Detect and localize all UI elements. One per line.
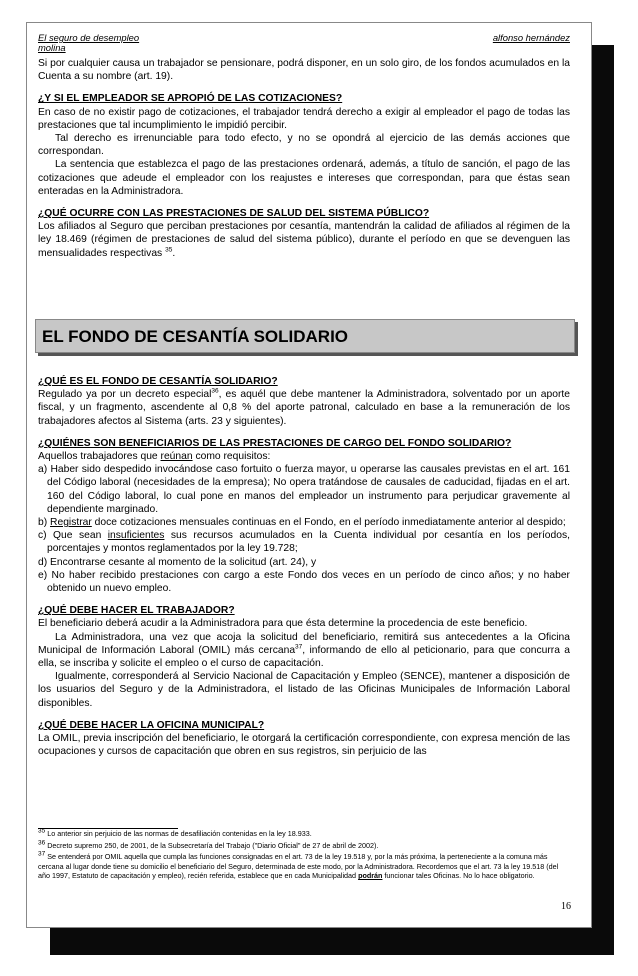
- section-solidarity-fund: [38, 375, 570, 758]
- footnote-ref[interactable]: 36: [211, 387, 219, 395]
- paragraph-text: Aquellos trabajadores que: [38, 451, 161, 463]
- paragraph-text: como requisitos:: [192, 451, 271, 463]
- footnote-number: 36: [38, 839, 46, 847]
- running-header: [38, 33, 570, 53]
- paragraph: La OMIL, previa inscripción del beneficiario, le otorgará la certificación correspondiente, con expresa mención de las ocupaciones y cursos de capacitación que obren en sus registros, sin perjuicio de las: [38, 733, 570, 758]
- heading-omil: ¿QUÉ DEBE HACER LA OFICINA MUNICIPAL?: [38, 719, 265, 731]
- footnote-text: Decreto supremo 250, de 2001, de la Subsecretaría del Trabajo ("Diario Oficial" de 27 de abril de 2002).: [47, 840, 379, 850]
- heading-employer: ¿Y SI EL EMPLEADOR SE APROPIÓ DE LAS COTIZACIONES?: [38, 93, 343, 105]
- paragraph: Igualmente, corresponderá al Servicio Nacional de Capacitación y Empleo (SENCE), mantener a disposición de los usuarios del Seguro y de la Administradora, el listado de las Oficinas Municipales de Información Laboral disponibles.: [38, 671, 570, 709]
- list-marker: b): [38, 517, 51, 529]
- heading-what-is: ¿QUÉ ES EL FONDO DE CESANTÍA SOLIDARIO?: [38, 376, 278, 387]
- paragraph-text: Los afiliados al Seguro que perciban prestaciones por cesantía, mantendrán la calidad de afiliados al régimen de la ley 18.469 (régimen de prestaciones de salud del sistema público), durante el período en que se devenguen las mensualidades respectivas: [38, 221, 570, 259]
- paragraph: La sentencia que establezca el pago de las prestaciones ordenará, además, a título de sanción, el pago de las cotizaciones que adeude el empleador con los reajustes e intereses que correspondan, para que éstas sean enteradas en la Administradora.: [38, 159, 570, 197]
- footnote-number: 37: [38, 850, 46, 858]
- header-left: El seguro de desempleo: [38, 32, 140, 43]
- underlined-word: insuficientes: [107, 530, 165, 542]
- section-banner: [35, 319, 575, 353]
- list-item: [38, 529, 570, 555]
- footnote-ref[interactable]: 35: [165, 246, 173, 254]
- list-text: sus recursos acumulados en la Cuenta individual por cesantía en los períodos, porcentajes y montos reglamentados por la ley 19.728;: [47, 530, 570, 555]
- paragraph-end: .: [172, 247, 176, 259]
- header-right-cont: molina: [38, 42, 66, 53]
- paragraph-text: Regulado ya por un decreto especial: [38, 389, 212, 401]
- list-item: e) No haber recibido prestaciones con cargo a este Fondo dos veces en un período de cinco años; y no haber obtenido un nuevo empleo.: [38, 569, 570, 595]
- footnote-text: funcionar tales Oficinas. No lo hace obligatorio.: [382, 871, 535, 880]
- document-page: [26, 22, 592, 928]
- paragraph-text: , es aquél que debe mantener la Administradora, solventado por un aporte fiscal, y un fragmento, ascendente al 0,8 % del aporte patronal, calculado en base a la remuneración de los trabajadores afectos al Sistema (arts. 23 y siguientes).: [38, 389, 570, 427]
- footnote-ref[interactable]: 37: [295, 643, 303, 651]
- footnote-text: Se entenderá por OMIL aquella que cumpla las funciones consignadas en el art. 73 de la ley 19.518 y, por la más próxima, la perteneciente a la comuna más cercana al lugar donde tiene su domicilio el beneficiario del Seguro, determinada de este modo, por la Administradora. Recordemos que el art. 73 la ley 19.518 (del año 1997, Estatuto de capacitación y empleo), recién referida, establece que en cada Municipalidad: [38, 852, 559, 880]
- requirements-list: [38, 463, 570, 595]
- list-text: doce cotizaciones mensuales continuas en el Fondo, en el período inmediatamente anterior al despido;: [91, 517, 566, 529]
- paragraph: [38, 220, 570, 260]
- paragraph: En caso de no existir pago de cotizaciones, el trabajador tendrá derecho a exigir al empleador el pago de todas las prestaciones que tal incumplimiento le impidió percibir.: [38, 106, 570, 131]
- page-number: 16: [561, 901, 571, 912]
- banner-title: EL FONDO DE CESANTÍA SOLIDARIO: [42, 327, 349, 346]
- paragraph-text: La Administradora, una vez que acoja la solicitud del beneficiario, remitirá sus antecedentes a la Oficina Municipal de Información Laboral (OMIL) más cercana: [38, 631, 570, 656]
- footnote-number: 35: [38, 827, 46, 835]
- paragraph-text: , informando de ello al peticionario, para que concurra a ella, se inscriba y solicite el empleo o el curso de capacitación.: [38, 644, 570, 670]
- underlined-word: reúnan: [160, 451, 193, 463]
- paragraph: El beneficiario deberá acudir a la Administradora para que ésta determine la procedencia de este beneficio.: [38, 618, 528, 630]
- underlined-word: Registrar: [50, 517, 92, 529]
- paragraph: Tal derecho es irrenunciable para todo efecto, y no se opondrá al ejercicio de las demás acciones que correspondan.: [38, 133, 570, 158]
- paragraph: [38, 450, 570, 463]
- footnotes: [38, 829, 570, 883]
- footnote-emphasis: podrán: [358, 871, 383, 880]
- list-item: d) Encontrarse cesante al momento de la solicitud (art. 24), y: [38, 556, 317, 568]
- list-marker: c) Que sean: [38, 530, 108, 542]
- footnote: [38, 829, 570, 839]
- paragraph: [38, 388, 570, 428]
- footnote-text: Lo anterior sin perjuicio de las normas de desafiliación contenidas en la ley 18.933.: [47, 829, 312, 838]
- section-unemployment: [38, 57, 570, 260]
- list-item: [38, 516, 570, 529]
- paragraph: [38, 631, 570, 671]
- intro-paragraph: Si por cualquier causa un trabajador se pensionare, podrá disponer, en un solo giro, de los fondos acumulados en la Cuenta a su nombre (art. 19).: [38, 58, 570, 83]
- heading-health: ¿QUÉ OCURRE CON LAS PRESTACIONES DE SALUD DEL SISTEMA PÚBLICO?: [38, 208, 430, 220]
- heading-worker: ¿QUÉ DEBE HACER EL TRABAJADOR?: [38, 605, 235, 617]
- footnote: [38, 852, 570, 881]
- header-right: alfonso hernández: [492, 32, 570, 43]
- list-item: a) Haber sido despedido invocándose caso fortuito o fuerza mayor, u operarse las causales previstas en el art. 161 del Código laboral (necesidades de la empresa); No opera tratándose de causales de caducidad, fijadas en el art. 160 del Código laboral, lo cual pone en manos del empleador un instrumento para perjudicar gravemente al dependiente marginado.: [38, 464, 570, 515]
- heading-beneficiaries: ¿QUIÉNES SON BENEFICIARIOS DE LAS PRESTACIONES DE CARGO DEL FONDO SOLIDARIO?: [38, 437, 512, 449]
- footnote: [38, 841, 570, 851]
